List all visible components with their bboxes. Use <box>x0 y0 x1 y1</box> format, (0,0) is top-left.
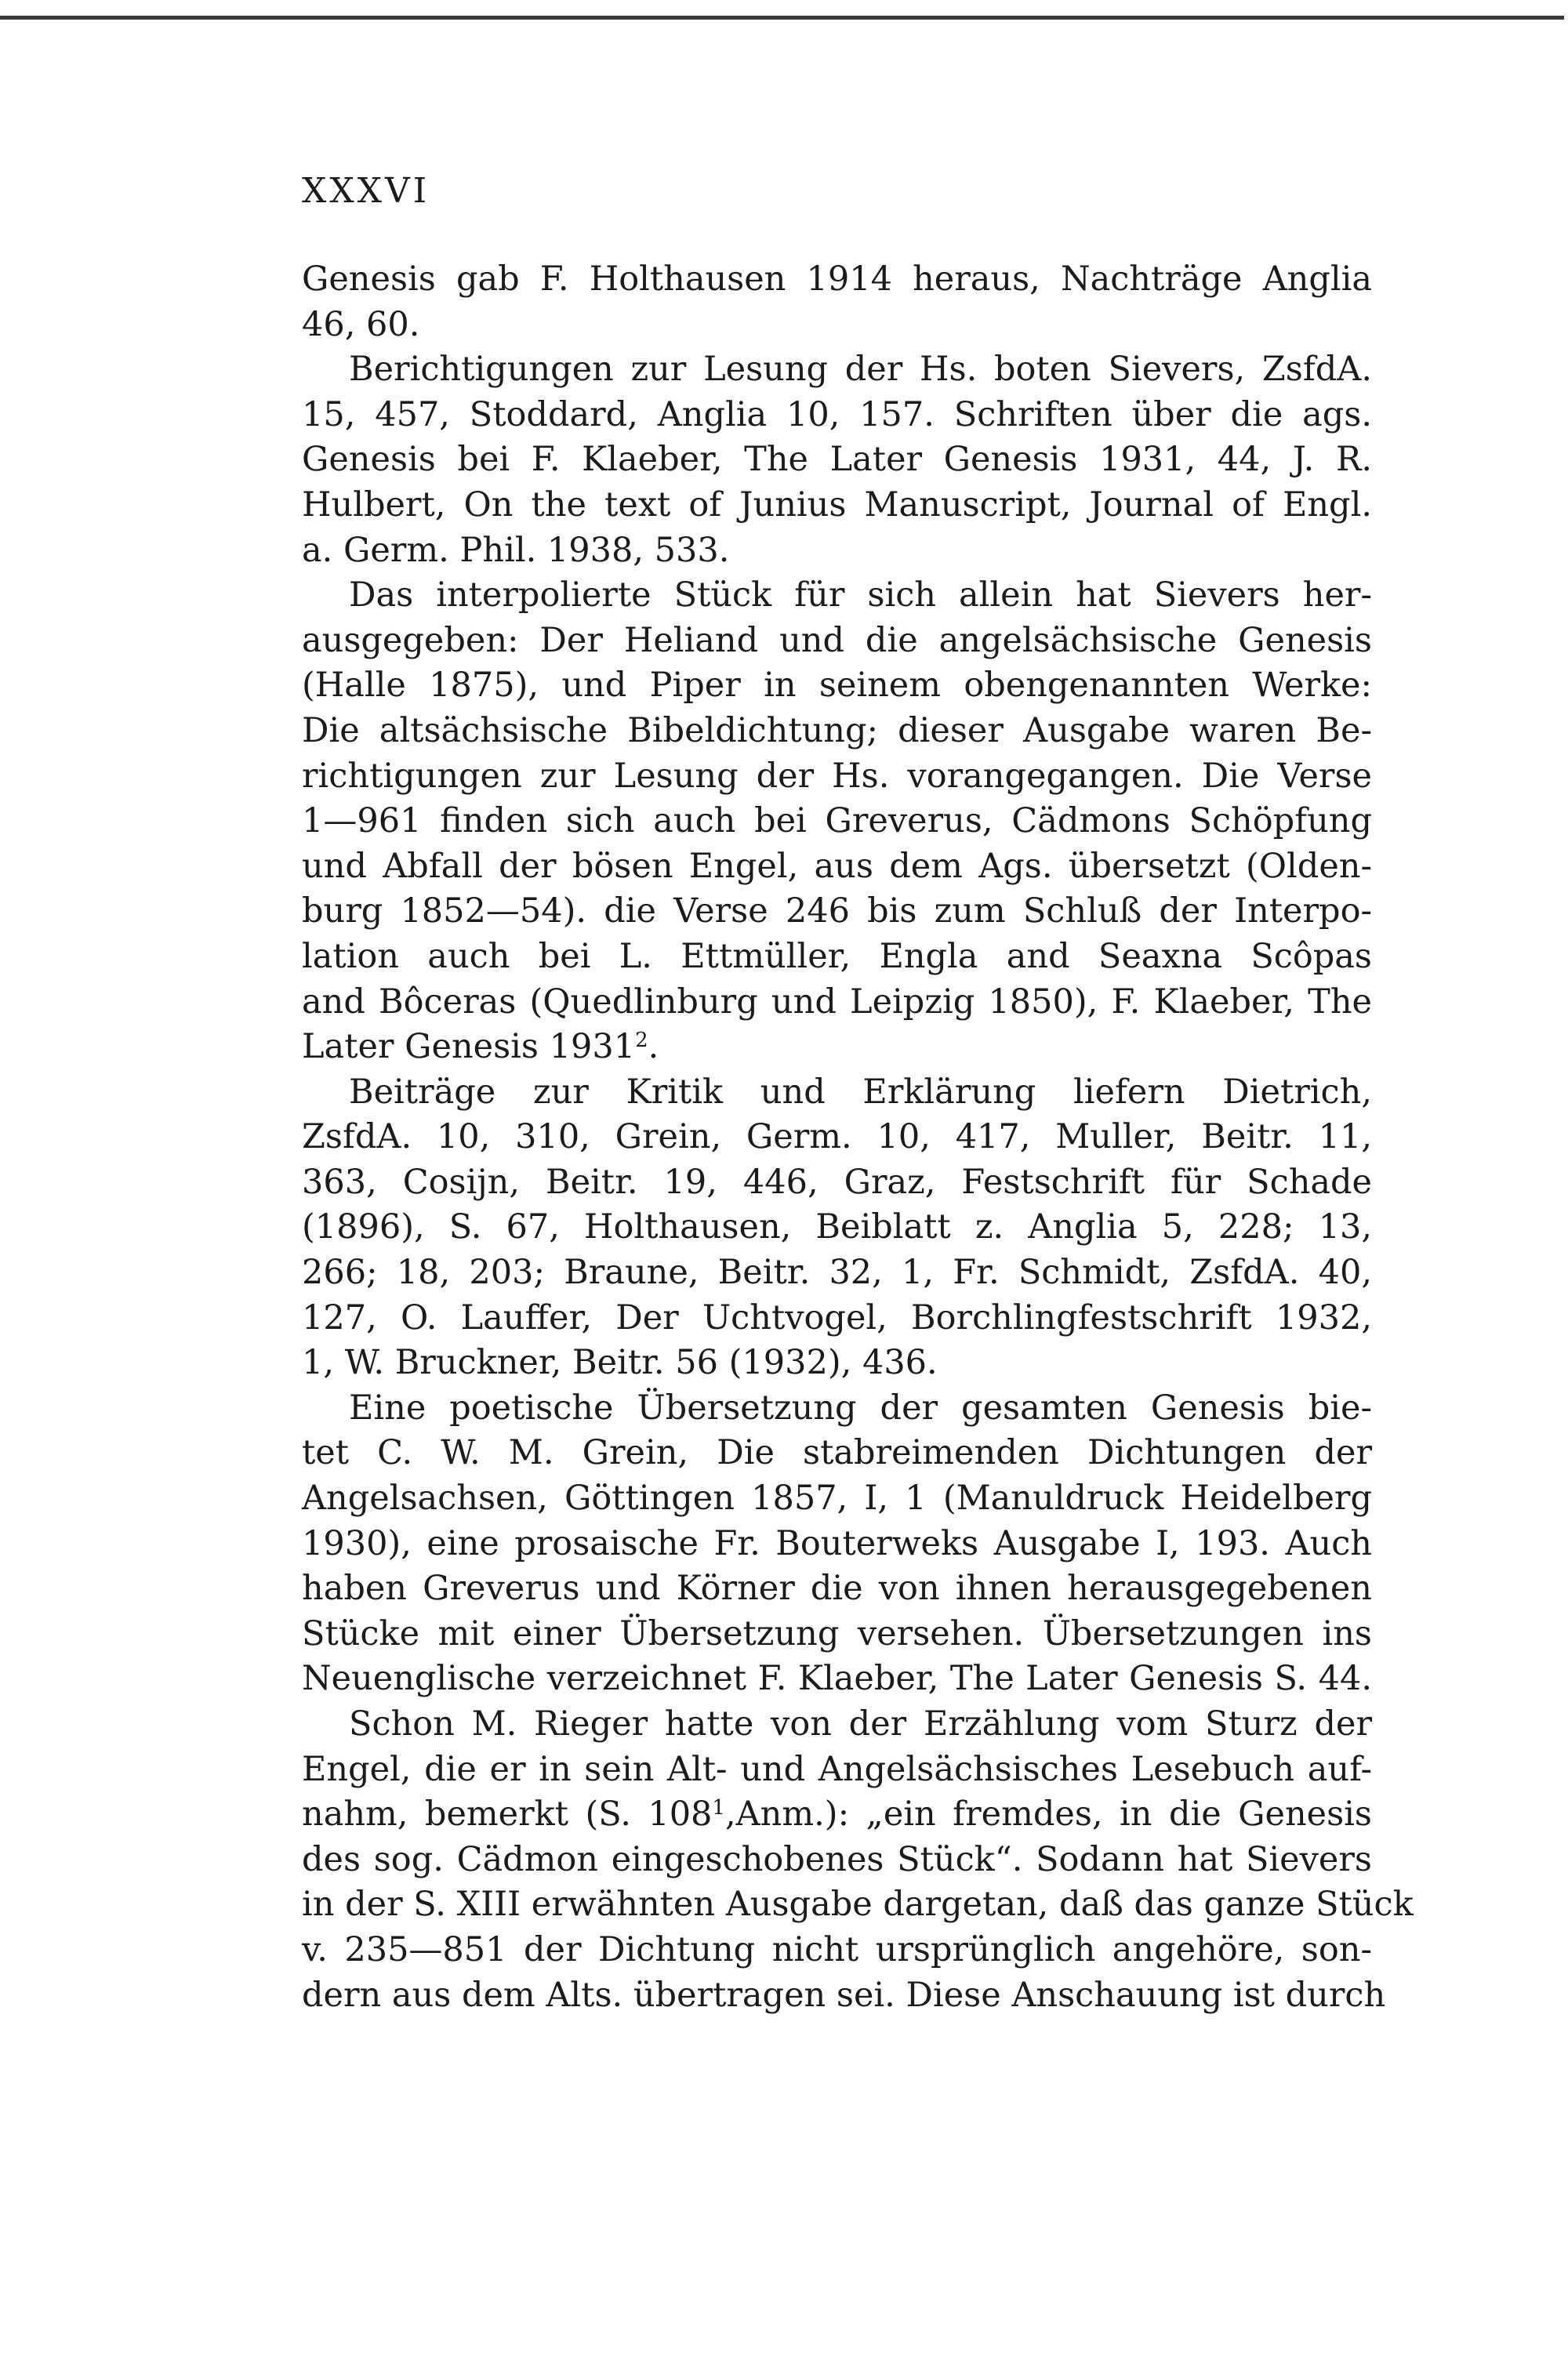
text-line-content: 1—961 finden sich auch bei Greverus, Cädmons Schöpfung <box>302 801 1372 841</box>
document-page <box>302 0 1414 2370</box>
text-line-content: a. Germ. Phil. 1938, 533. <box>302 530 730 570</box>
text-line <box>302 619 1372 664</box>
text-line <box>302 889 1372 935</box>
text-line-content: burg 1852—54). die Verse 246 bis zum Schluß der Interpo- <box>302 891 1372 931</box>
text-line <box>302 1838 1372 1883</box>
text-line-content: Genesis bei F. Klaeber, The Later Genesis 1931, 44, J. R. <box>302 440 1372 480</box>
text-line <box>302 1476 1372 1522</box>
text-line <box>302 483 1372 528</box>
text-line <box>302 573 1372 619</box>
text-line-content: dern aus dem Alts. übertragen sei. Diese Anschauung ist durch <box>302 1975 1386 2015</box>
text-line-content: 46, 60. <box>302 304 420 344</box>
text-line-content: 1930), eine prosaische Fr. Bouterweks Ausgabe I, 193. Auch <box>302 1523 1372 1563</box>
text-line <box>302 347 1372 393</box>
text-line-content: 127, O. Lauffer, Der Uchtvogel, Borchlingfestschrift 1932, <box>302 1298 1372 1337</box>
text-line-content: richtigungen zur Lesung der Hs. vorangegangen. Die Verse <box>302 756 1372 796</box>
text-line <box>302 1566 1372 1612</box>
text-line <box>302 1431 1372 1476</box>
text-line-continuation: ,Anm.): „ein fremdes, in die Genesis <box>724 1795 1372 1835</box>
text-line-content: Neuenglische verzeichnet F. Klaeber, The Later Genesis S. 44. <box>302 1659 1372 1699</box>
text-line <box>302 1070 1372 1116</box>
text-line <box>302 1973 1386 2019</box>
text-line-content: des sog. Cädmon eingeschobenes Stück“. Sodann hat Sievers <box>302 1839 1372 1879</box>
text-line <box>302 303 1372 348</box>
text-line <box>302 1657 1372 1702</box>
text-line <box>302 1748 1372 1793</box>
text-line <box>302 980 1372 1025</box>
text-line-content: v. 235—851 der Dichtung nicht ursprünglich angehöre, son- <box>302 1929 1372 1969</box>
text-line <box>302 1612 1372 1657</box>
text-line-content: 15, 457, Stoddard, Anglia 10, 157. Schriften über die ags. <box>302 394 1372 434</box>
text-line <box>302 754 1372 800</box>
text-line <box>302 1702 1372 1748</box>
text-line-content: Stücke mit einer Übersetzung versehen. Übersetzungen ins <box>302 1613 1372 1653</box>
body-text <box>302 257 1414 2018</box>
footnote-marker: 1 <box>712 1796 725 1820</box>
text-line <box>302 1115 1372 1160</box>
text-line <box>302 1296 1372 1341</box>
text-line-content: Engel, die er in sein Alt- und Angelsächsisches Lesebuch auf- <box>302 1749 1372 1789</box>
text-line-content: Later Genesis 1931 <box>302 1027 636 1067</box>
text-line-content: Das interpolierte Stück für sich allein hat Sievers her- <box>349 575 1372 615</box>
text-line <box>302 1250 1372 1296</box>
text-line <box>302 393 1372 438</box>
text-line <box>302 1386 1372 1432</box>
text-line-content: (Halle 1875), und Piper in seinem obengenannten Werke: <box>302 666 1372 706</box>
text-line-content: (1896), S. 67, Holthausen, Beiblatt z. Anglia 5, 228; 13, <box>302 1207 1372 1247</box>
text-line-content: haben Greverus und Körner die von ihnen herausgegebenen <box>302 1569 1372 1609</box>
text-line-content: ausgegeben: Der Heliand und die angelsächsische Genesis <box>302 620 1372 660</box>
text-line <box>302 257 1372 303</box>
text-line <box>302 1025 1372 1070</box>
text-line <box>302 1928 1372 1973</box>
text-line-content: Hulbert, On the text of Junius Manuscript, Journal of Engl. <box>302 485 1372 524</box>
text-line-content: Genesis gab F. Holthausen 1914 heraus, Nachträge Anglia <box>302 260 1372 299</box>
text-line <box>302 437 1372 483</box>
text-line <box>302 1792 1372 1838</box>
text-line <box>302 709 1372 754</box>
text-line-content: und Abfall der bösen Engel, aus dem Ags. übersetzt (Olden- <box>302 846 1372 886</box>
text-line-content: Eine poetische Übersetzung der gesamten Genesis bie- <box>349 1388 1372 1428</box>
text-line <box>302 1160 1372 1206</box>
text-line-continuation: . <box>648 1027 659 1067</box>
text-line-content: Die altsächsische Bibeldichtung; dieser Ausgabe waren Be- <box>302 710 1372 750</box>
text-line <box>302 1341 1372 1386</box>
text-line-content: Schon M. Rieger hatte von der Erzählung vom Sturz der <box>349 1704 1372 1744</box>
text-line-content: 266; 18, 203; Braune, Beitr. 32, 1, Fr. Schmidt, ZsfdA. 40, <box>302 1253 1372 1293</box>
text-line-content: 363, Cosijn, Beitr. 19, 446, Graz, Festschrift für Schade <box>302 1162 1372 1202</box>
text-line <box>302 844 1372 890</box>
text-line <box>302 935 1372 980</box>
text-line-content: lation auch bei L. Ettmüller, Engla and Seaxna Scôpas <box>302 936 1372 976</box>
text-line-content: Berichtigungen zur Lesung der Hs. boten Sievers, ZsfdA. <box>349 350 1372 390</box>
text-line-content: Beiträge zur Kritik und Erklärung liefern Dietrich, <box>349 1072 1372 1112</box>
text-line <box>302 1522 1372 1567</box>
text-line-content: Angelsachsen, Göttingen 1857, I, 1 (Manuldruck Heidelberg <box>302 1479 1372 1519</box>
text-line <box>302 1205 1372 1250</box>
footnote-marker: 2 <box>635 1029 648 1053</box>
text-line <box>302 528 1372 574</box>
text-line-content: ZsfdA. 10, 310, Grein, Germ. 10, 417, Muller, Beitr. 11, <box>302 1117 1372 1157</box>
text-line-content: nahm, bemerkt (S. 108 <box>302 1795 713 1835</box>
page-number: XXXVI <box>302 171 430 211</box>
text-line-content: and Bôceras (Quedlinburg und Leipzig 1850), F. Klaeber, The <box>302 982 1372 1022</box>
text-line-content: in der S. XIII erwähnten Ausgabe dargetan, daß das ganze Stück <box>302 1885 1414 1925</box>
text-line <box>302 799 1372 844</box>
text-line-content: tet C. W. M. Grein, Die stabreimenden Dichtungen der <box>302 1433 1372 1473</box>
text-line <box>302 1882 1414 1928</box>
text-line <box>302 663 1372 709</box>
text-line-content: 1, W. Bruckner, Beitr. 56 (1932), 436. <box>302 1343 938 1383</box>
